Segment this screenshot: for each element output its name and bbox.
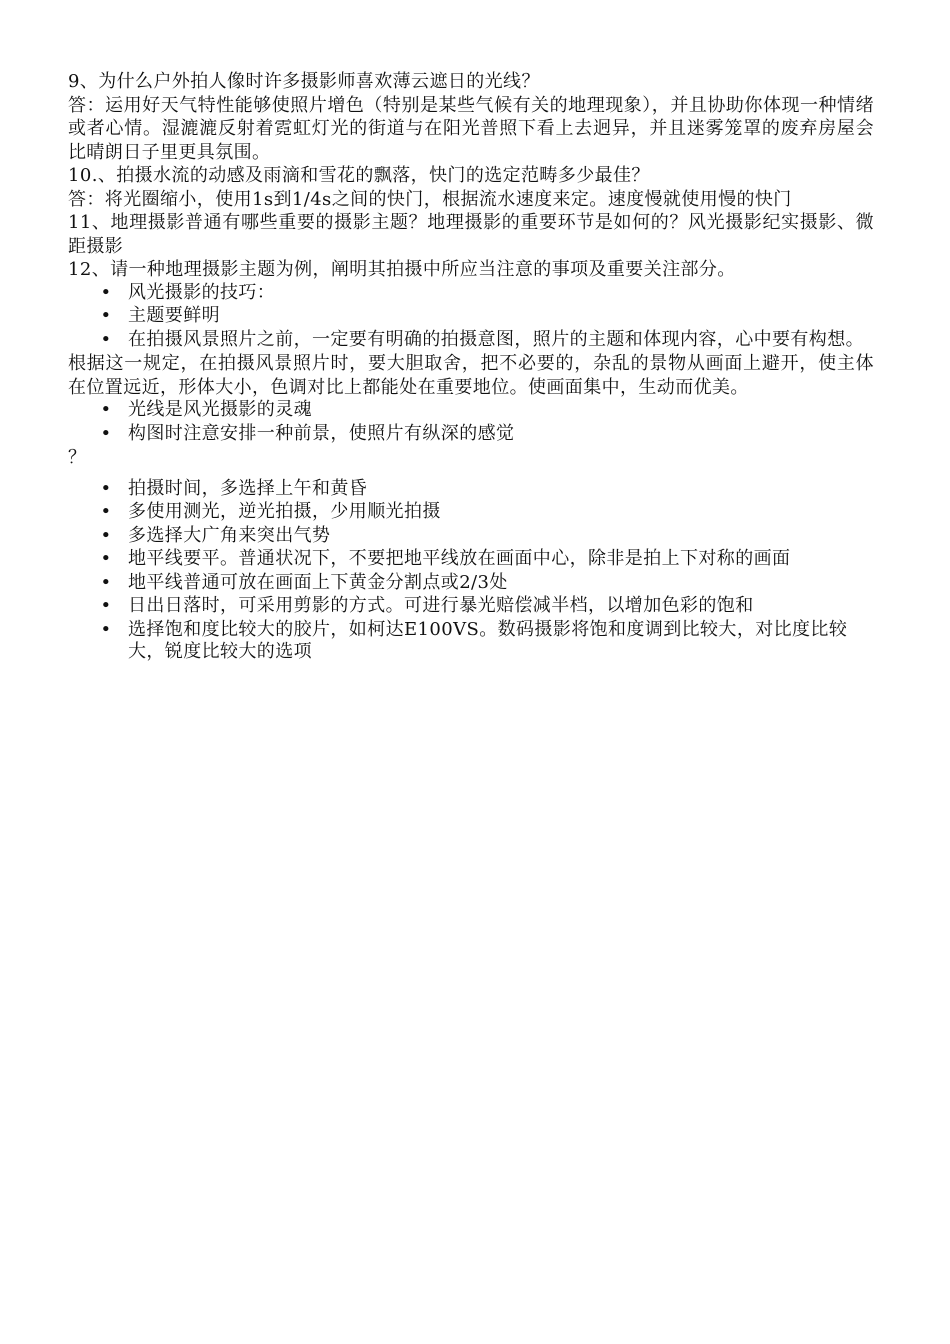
bullet-list-techniques xyxy=(68,282,874,351)
bullet-icon: • xyxy=(100,548,112,569)
list-item-text: 在拍摄风景照片之前，一定要有明确的拍摄意图，照片的主题和体现内容，心中要有构想。 xyxy=(128,328,864,350)
list-item-text: 主题要鲜明 xyxy=(128,305,220,326)
list-item-text: 选择饱和度比较大的胶片，如柯达E100VS。数码摄影将饱和度调到比较大，对比度比较大，锐度比较大的选项 xyxy=(128,618,848,662)
list-item-text: 日出日落时，可采用剪影的方式。可进行暴光赔偿减半档，以增加色彩的饱和 xyxy=(128,595,754,616)
question-mark-line: ？ xyxy=(68,447,87,468)
list-item xyxy=(68,305,874,327)
document-page xyxy=(68,70,874,664)
list-item-text: 多选择大广角来突出气势 xyxy=(128,524,331,546)
list-item-text: 多使用测光，逆光拍摄，少用顺光拍摄 xyxy=(128,501,441,522)
q9-question: 9、为什么户外拍人像时许多摄影师喜欢薄云遮日的光线？ xyxy=(68,71,540,92)
list-item-text: 地平线要平。普通状况下，不要把地平线放在画面中心，除非是拍上下对称的画面 xyxy=(128,548,791,569)
bullet-icon: • xyxy=(100,524,112,546)
list-item xyxy=(68,525,874,547)
q12-question: 12、请一种地理摄影主题为例，阐明其拍摄中所应当注意的事项及重要关注部分。 xyxy=(68,259,736,280)
list-item-text: 拍摄时间，多选择上午和黄昏 xyxy=(128,477,368,499)
bullet-icon: • xyxy=(100,305,112,326)
bullet-list-shooting-tips xyxy=(68,478,874,663)
bullet-icon: • xyxy=(100,501,112,522)
list-item xyxy=(68,501,874,523)
list-item xyxy=(68,282,874,304)
bullet-icon: • xyxy=(100,571,112,593)
bullet-icon: • xyxy=(100,281,112,303)
bullet-icon: • xyxy=(100,422,112,444)
bullet-icon: • xyxy=(100,595,112,616)
bullet-icon: • xyxy=(100,399,112,420)
q10-question: 10.、拍摄水流的动感及雨滴和雪花的飘落，快门的选定范畴多少最佳？ xyxy=(68,165,650,186)
list-item xyxy=(68,595,874,617)
list-item-text: 构图时注意安排一种前景，使照片有纵深的感觉 xyxy=(128,422,515,444)
list-item xyxy=(68,478,874,500)
list-item-text: 光线是风光摄影的灵魂 xyxy=(128,399,312,420)
list-item xyxy=(68,423,874,445)
bullet-icon: • xyxy=(100,328,112,350)
list-item-text: 地平线普通可放在画面上下黄金分割点或2/3处 xyxy=(128,571,508,593)
q9-answer: 答：运用好天气特性能够使照片增色（特别是某些气候有关的地理现象），并且协助你体现一种情绪或者心情。湿漉漉反射着霓虹灯光的街道与在阳光普照下看上去迥异，并且迷雾笼罩的废弃房屋会比晴朗日子里更具氛围。 xyxy=(68,94,874,163)
bullet-list-light-composition xyxy=(68,399,874,445)
list-item-text: 风光摄影的技巧： xyxy=(128,281,276,303)
list-item xyxy=(68,548,874,570)
bullet-icon: • xyxy=(100,477,112,499)
q12-paragraph: 根据这一规定，在拍摄风景照片时，要大胆取舍，把不必要的，杂乱的景物从画面上避开，使主体在位置远近，形体大小，色调对比上都能处在重要地位。使画面集中，生动而优美。 xyxy=(68,353,874,398)
list-item xyxy=(68,329,874,351)
list-item xyxy=(68,619,874,663)
list-item xyxy=(68,572,874,594)
q10-answer: 答：将光圈缩小，使用1s到1/4s之间的快门，根据流水速度来定。速度慢就使用慢的快门 xyxy=(68,188,792,210)
list-item xyxy=(68,399,874,421)
bullet-icon: • xyxy=(100,618,112,640)
q11-question: 11、地理摄影普通有哪些重要的摄影主题？地理摄影的重要环节是如何的？风光摄影纪实摄影、微距摄影 xyxy=(68,212,874,257)
